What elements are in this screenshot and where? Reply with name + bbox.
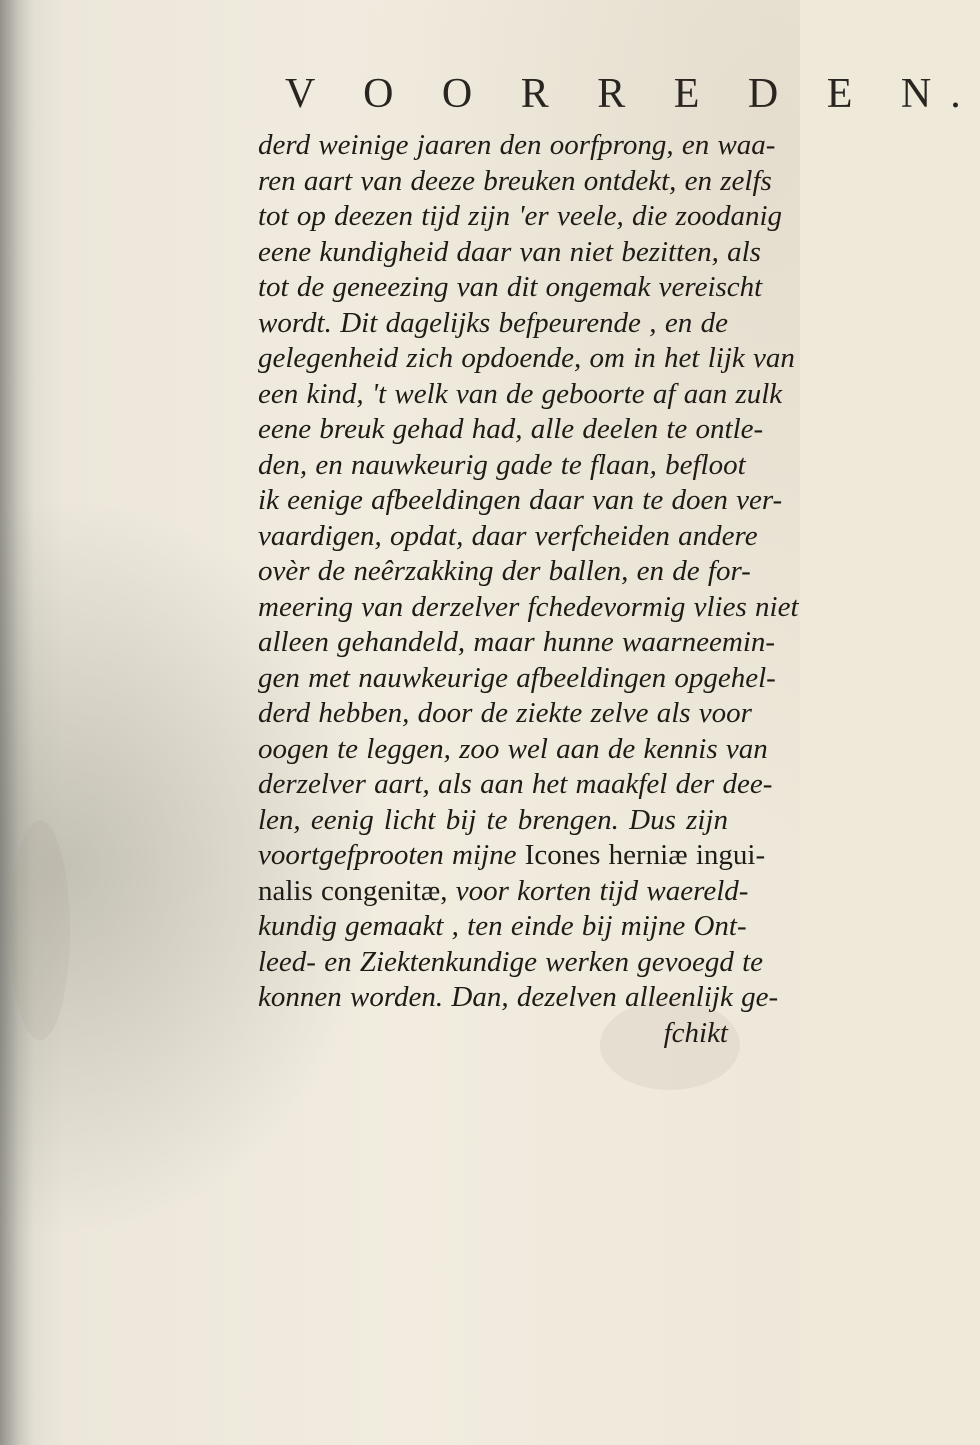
running-head: V O O R R E D E N. [285,71,980,117]
italic-segment: voor korten tijd waereld- [447,874,749,907]
text-line: ren aart van deeze breuken ontdekt, en zelfs [258,164,772,197]
text-line: derd hebben, door de ziekte zelve als voor [258,697,752,729]
binding-gutter-shadow [0,0,34,1445]
catchword: fchikt [663,1016,728,1049]
text-line: derzelver aart, als aan het maakfel der dee- [258,768,773,800]
text-line: wordt. Dit dagelijks befpeurende , en de [258,306,728,339]
text-line: kundig gemaakt , ten einde bij mijne Ont- [258,910,747,942]
text-line: tot de geneezing van dit ongemak vereischt [258,271,763,303]
roman-segment: Icones herniæ ingui- [524,839,766,871]
roman-segment: nalis congenitæ, [258,874,448,907]
text-line: gen met nauwkeurige afbeeldingen opgehel- [258,661,776,694]
text-line: den, en nauwkeurig gade te flaan, befloot [258,448,746,481]
text-line: len, eenig licht bij te brengen. Dus zijn [258,803,728,836]
text-line: derd weinige jaaren den oorfprong, en waa- [258,129,776,161]
body-text [258,128,799,1051]
text-line-mixed [258,874,749,910]
paper-stain [10,820,70,1040]
text-line: tot op deezen tijd zijn 'er veele, die zoodanig [258,200,783,232]
italic-segment: voortgefprooten mijne [258,839,525,871]
text-line: alleen gehandeld, maar hunne waarneemin- [258,626,776,658]
text-line: ovèr de neêrzakking der ballen, en de for- [258,555,751,587]
text-line: eene kundigheid daar van niet bezitten, als [258,235,761,268]
text-line: ik eenige afbeeldingen daar van te doen ver- [258,484,783,516]
text-line: leed- en Ziektenkundige werken gevoegd te [258,945,764,978]
text-line: eene breuk gehad had, alle deelen te ontle- [258,413,764,445]
text-line: gelegenheid zich opdoende, om in het lijk van [258,342,795,374]
text-line: meering van derzelver fchedevormig vlies niet [258,590,799,623]
text-line: vaardigen, opdat, daar verfcheiden andere [258,519,758,552]
text-line-mixed [258,838,766,874]
text-line: een kind, 't welk van de geboorte af aan zulk [258,377,783,410]
text-line: oogen te leggen, zoo wel aan de kennis van [258,732,768,765]
text-line: konnen worden. Dan, dezelven alleenlijk ge- [258,981,779,1013]
